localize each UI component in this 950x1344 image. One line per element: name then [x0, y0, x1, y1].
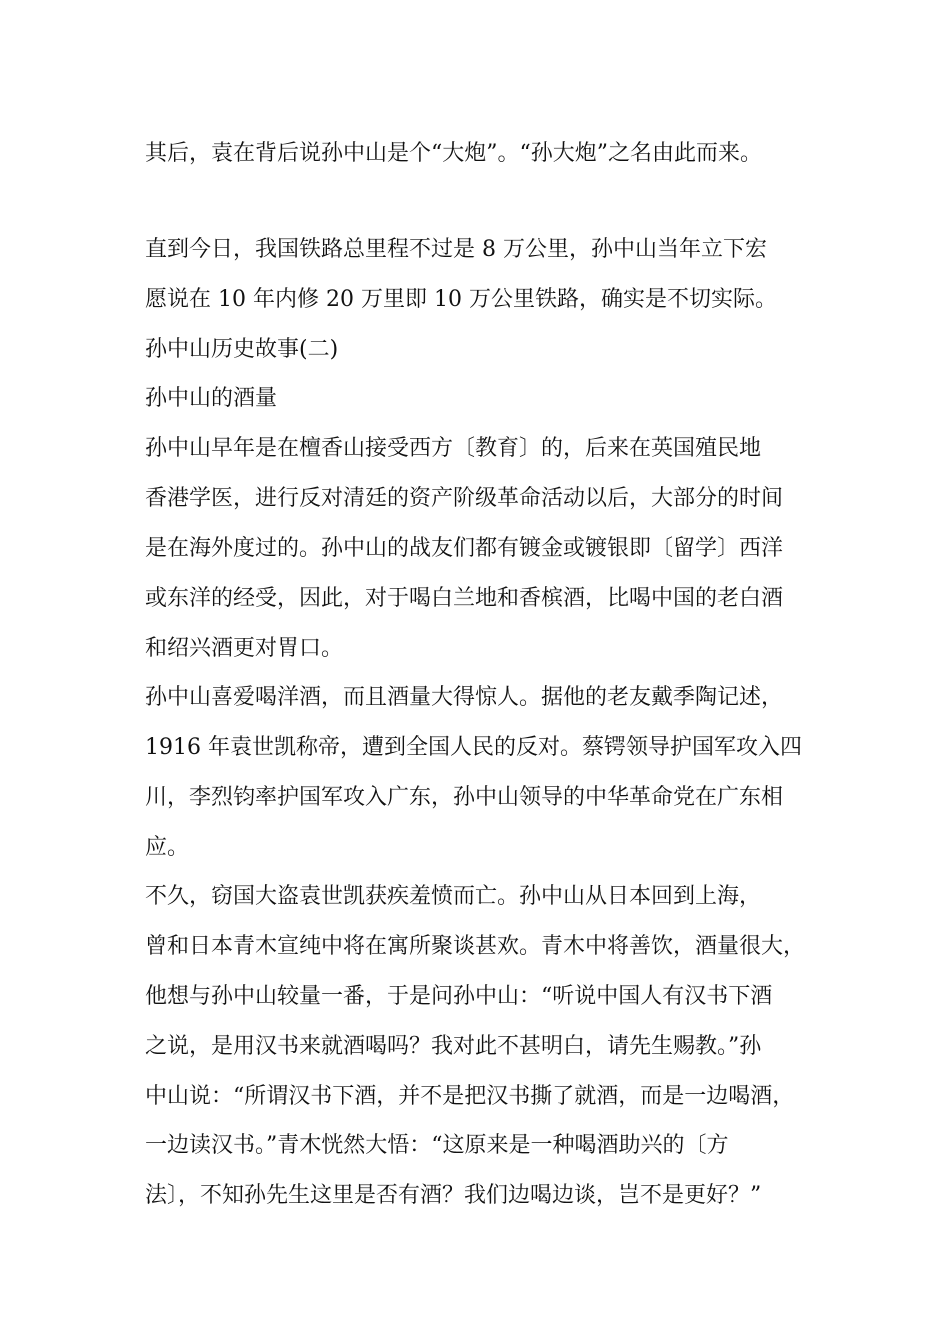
text-line: 直到今日，我国铁路总里程不过是 8 万公里，孙中山当年立下宏	[145, 237, 767, 262]
text-line: 一边读汉书。”青木恍然大悟：“这原来是一种喝酒助兴的〔方	[145, 1133, 729, 1158]
story-title: 孙中山的酒量	[145, 386, 278, 411]
text-line: 愿说在 10 年内修 20 万里即 10 万公里铁路，确实是不切实际。	[145, 287, 777, 312]
text-line: 川，李烈钧率护国军攻入广东，孙中山领导的中华革命党在广东相	[145, 785, 784, 810]
text-line: 曾和日本青木宣纯中将在寓所聚谈甚欢。青木中将善饮，酒量很大，	[145, 934, 806, 959]
text-line: 1916 年袁世凯称帝，遭到全国人民的反对。蔡锷领导护国军攻入四	[145, 735, 802, 760]
text-line: 孙中山喜爱喝洋酒，而且酒量大得惊人。据他的老友戴季陶记述，	[145, 685, 784, 710]
text-line: 和绍兴酒更对胃口。	[145, 636, 344, 661]
text-line: 孙中山早年是在檀香山接受西方〔教育〕的，后来在英国殖民地	[145, 436, 762, 461]
text-line: 之说，是用汉书来就酒喝吗？我对此不甚明白，请先生赐教。”孙	[145, 1034, 762, 1059]
text-line: 香港学医，进行反对清廷的资产阶级革命活动以后，大部分的时间	[145, 486, 784, 511]
text-line: 他想与孙中山较量一番，于是问孙中山：“听说中国人有汉书下酒	[145, 984, 773, 1009]
section-heading: 孙中山历史故事(二)	[145, 337, 339, 362]
text-line: 或东洋的经受，因此，对于喝白兰地和香槟酒，比喝中国的老白酒	[145, 586, 784, 611]
text-line: 法〕，不知孙先生这里是否有酒？我们边喝边谈，岂不是更好？”	[145, 1183, 762, 1208]
text-line: 其后，袁在背后说孙中山是个“大炮”。“孙大炮”之名由此而来。	[145, 141, 762, 166]
text-line: 是在海外度过的。孙中山的战友们都有镀金或镀银即〔留学〕西洋	[145, 536, 784, 561]
text-line: 应。	[145, 835, 190, 860]
text-line: 中山说：“所谓汉书下酒，并不是把汉书撕了就酒，而是一边喝酒，	[145, 1084, 795, 1109]
text-line: 不久，窃国大盗袁世凯获疾羞愤而亡。孙中山从日本回到上海，	[145, 884, 762, 909]
